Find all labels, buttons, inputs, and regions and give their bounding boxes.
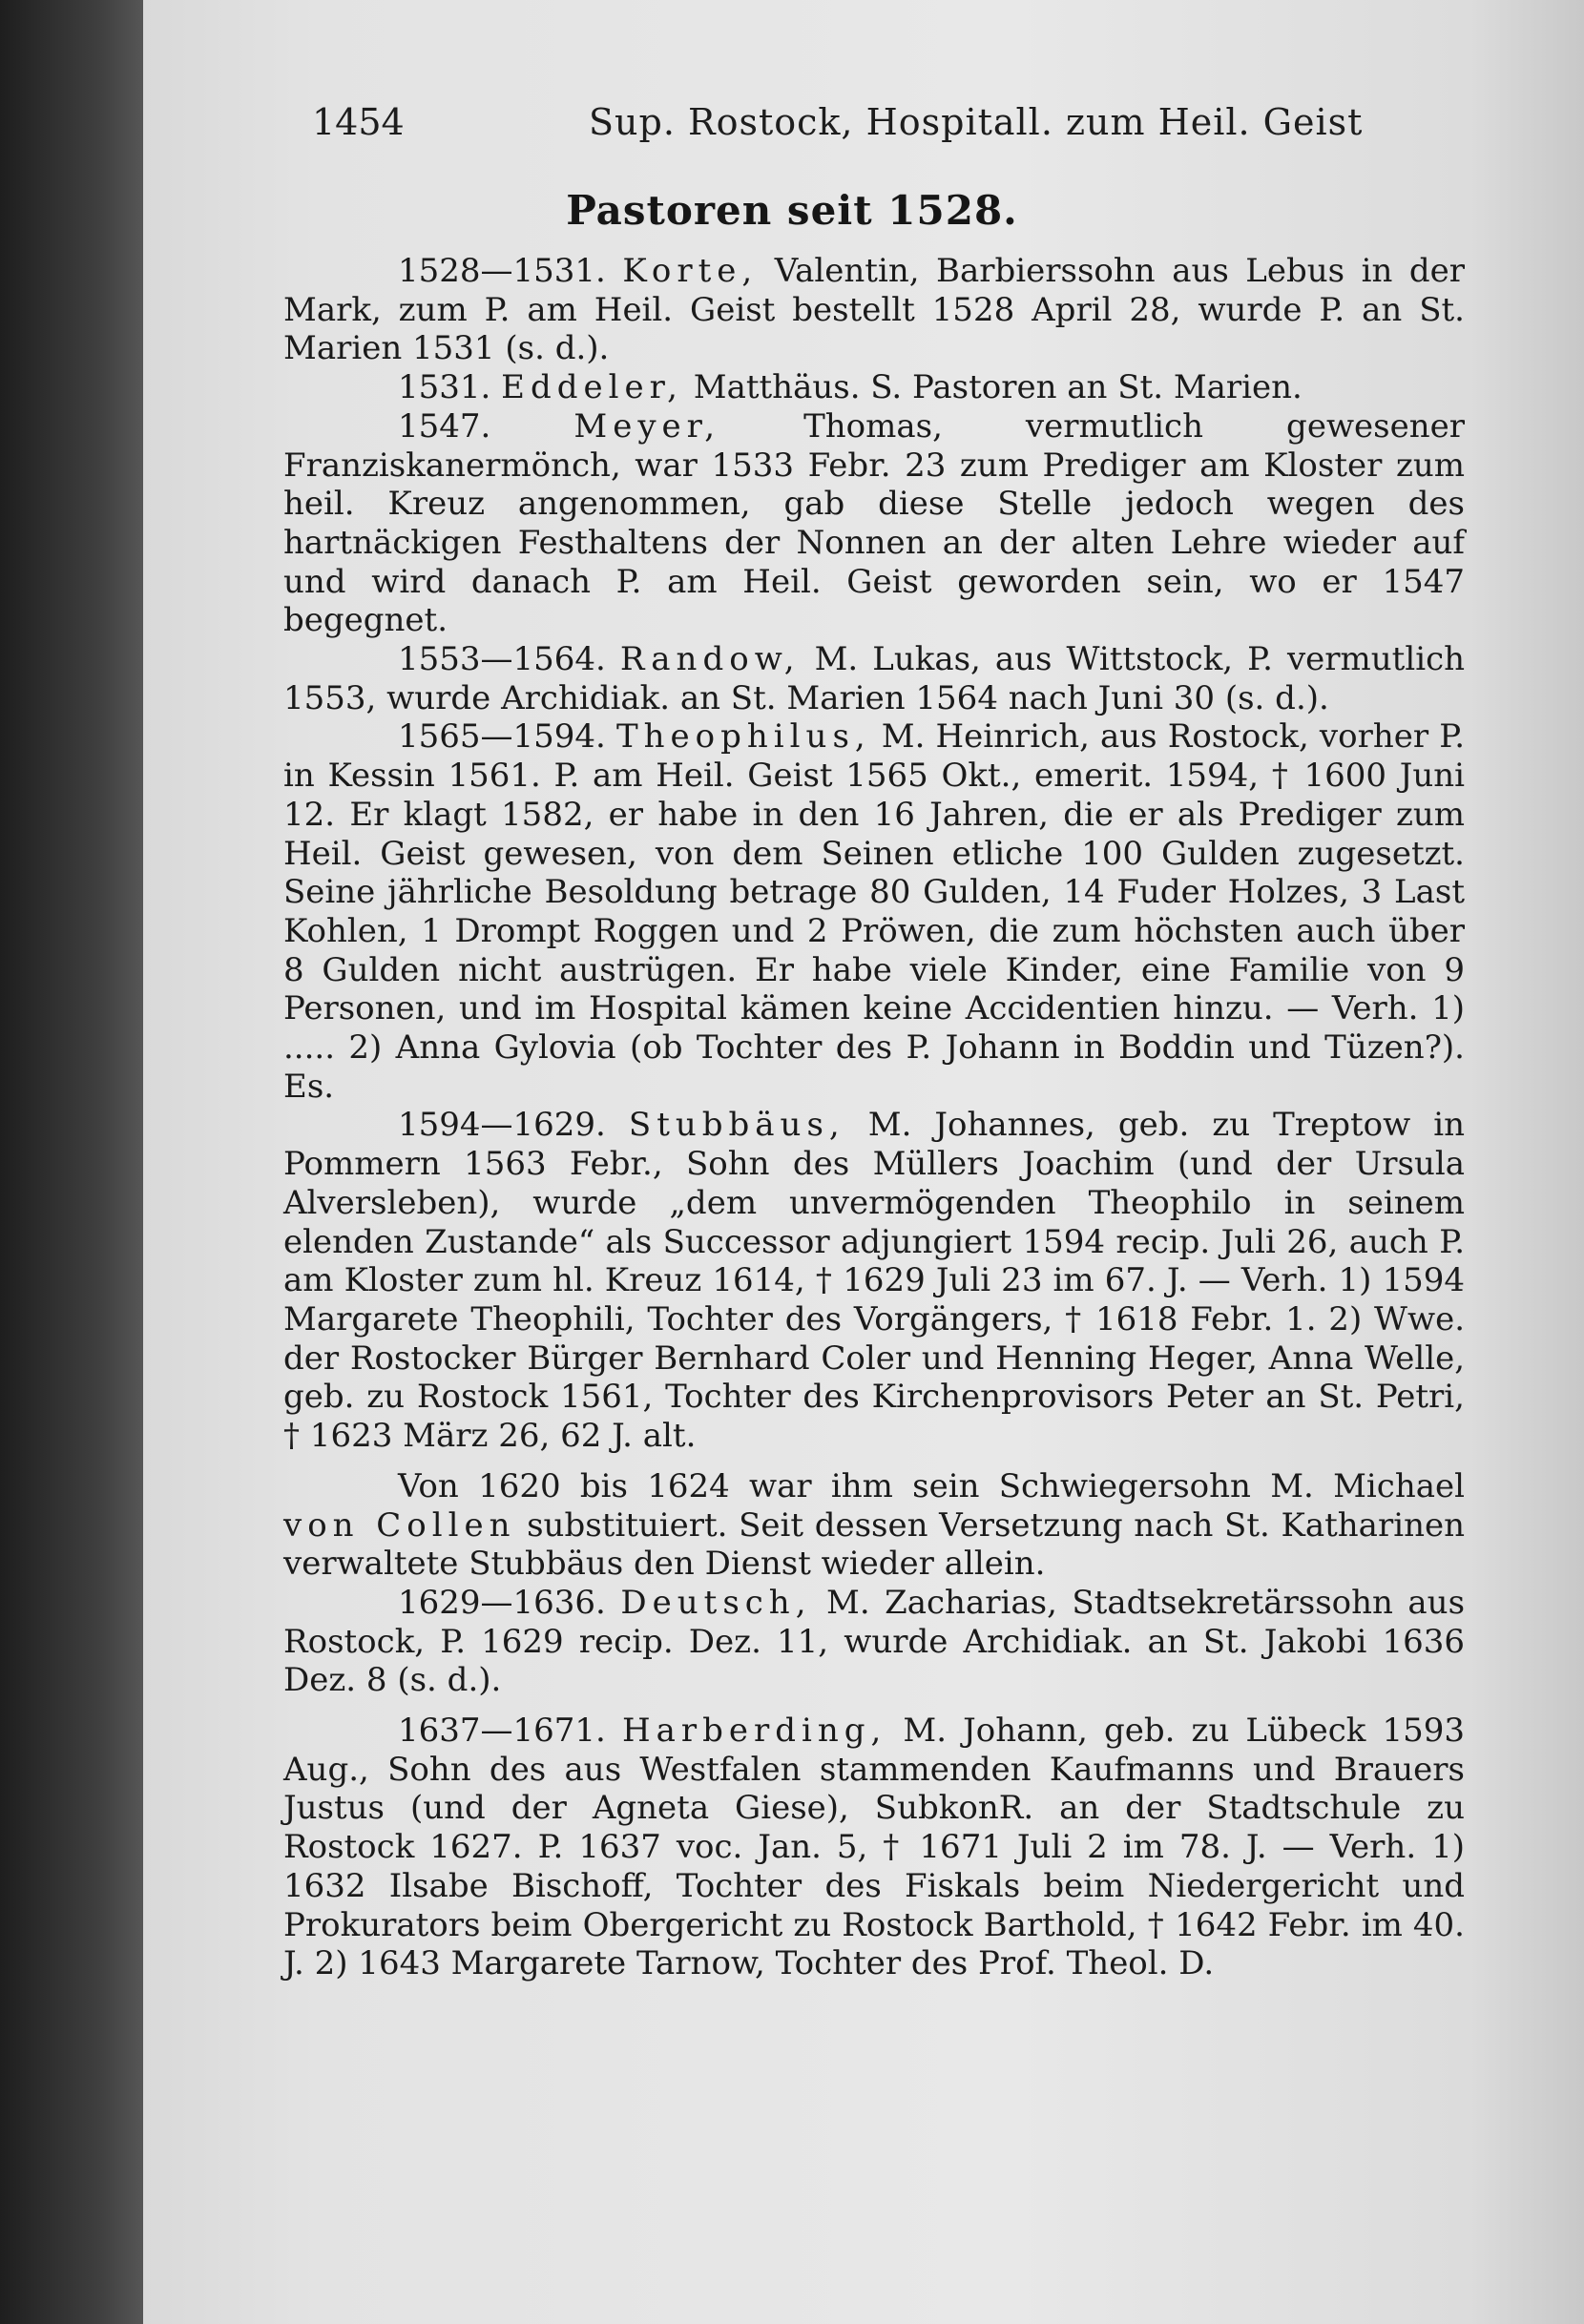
pastor-name: Theophilus, [615, 717, 871, 757]
pastor-name: Deutsch, [620, 1583, 812, 1622]
entry-text: M. Lukas, aus Wittstock, P. vermutlich 1553, wurde Archidiak. an St. Marien 1564 nach Juni 30 (s. d.). [283, 640, 1466, 717]
pastor-name: Korte, [622, 252, 759, 290]
pastor-name: Harberding, [621, 1712, 887, 1751]
pastor-name: Eddeler, [501, 368, 683, 407]
running-title: Sup. Rostock, Hospitall. zum Heil. Geist [589, 101, 1364, 143]
entry-harberding [283, 1712, 1465, 1983]
entry-von-collen [283, 1467, 1465, 1584]
section-title: Pastoren seit 1528. [566, 187, 1018, 234]
entry-randow [283, 640, 1465, 717]
entry-text: Matthäus. S. Pastoren an St. Marien. [693, 368, 1303, 407]
entry-years: 1565—1594. [398, 717, 606, 757]
entry-meyer [283, 407, 1465, 640]
entries-list [283, 252, 1465, 1983]
pastor-name: von Collen [283, 1505, 516, 1545]
entry-years: 1637—1671. [398, 1712, 606, 1751]
pastor-name: Meyer, [573, 406, 720, 446]
entry-years: 1594—1629. [398, 1106, 606, 1145]
entry-theophilus [283, 717, 1465, 1106]
entry-text: Valentin, Barbierssohn aus Lebus in der Mark, zum P. am Heil. Geist bestellt 1528 April 28, wurde P. an St. Marien 1531 (s. d.). [283, 252, 1465, 368]
entry-years: 1629—1636. [398, 1583, 606, 1622]
pastor-name: Randow, [619, 640, 801, 679]
entry-years: 1553—1564. [398, 640, 606, 679]
pastor-name: Stubbäus, [628, 1106, 845, 1145]
entry-years: 1531. [398, 368, 491, 407]
entry-text: M. Johann, geb. zu Lübeck 1593 Aug., Sohn des aus Westfalen stammenden Kaufmanns und Brauers Justus (und der Agneta Giese), SubkonR. an der Stadtschule zu Rostock 1627. P. 1637 voc. Jan. 5, † 1671 Juli 2 im 78. J. — Verh. 1) 1632 Ilsabe Bischoff, Tochter des Fiskals beim Niedergericht und Prokurators beim Obergericht zu Rostock Barthold, † 1642 Febr. im 40. J. 2) 1643 Margarete Tarnow, Tochter des Prof. Theol. D. [283, 1712, 1465, 1983]
running-header [312, 92, 1364, 149]
entry-eddeler [283, 368, 1465, 407]
entry-text: Thomas, vermutlich gewesener Franziskanermönch, war 1533 Febr. 23 zum Prediger am Kloster zum heil. Kreuz angenommen, gab diese Stelle jedoch wegen des hartnäckigen Festhaltens der Nonnen an der alten Lehre wieder auf und wird danach P. am Heil. Geist geworden sein, wo er 1547 begegnet. [283, 406, 1466, 640]
entry-years: 1528—1531. [398, 252, 606, 290]
entry-text: substituiert. Seit dessen Versetzung nach St. Katharinen verwaltete Stubbäus den Dienst wieder allein. [283, 1505, 1465, 1584]
entry-deutsch [283, 1584, 1465, 1700]
entry-korte [283, 252, 1465, 368]
entry-years: 1547. [398, 406, 491, 446]
entry-text: M. Zacharias, Stadtsekretärssohn aus Rostock, P. 1629 recip. Dez. 11, wurde Archidiak. an St. Jakobi 1636 Dez. 8 (s. d.). [283, 1583, 1466, 1700]
entry-stubbaeus [283, 1106, 1465, 1455]
entry-lead-text: Von 1620 bis 1624 war ihm sein Schwiegersohn M. Michael [398, 1466, 1465, 1505]
page-number: 1454 [312, 101, 405, 143]
entry-text: M. Johannes, geb. zu Treptow in Pommern 1563 Febr., Sohn des Müllers Joachim (und der Ursula Alversleben), wurde „dem unvermögenden Theophilo in seinem elenden Zustande“ als Successor adjungiert 1594 recip. Juli 26, auch P. am Kloster zum hl. Kreuz 1614, † 1629 Juli 23 im 67. J. — Verh. 1) 1594 Margarete Theophili, Tochter des Vorgängers, † 1618 Febr. 1. 2) Wwe. der Rostocker Bürger Bernhard Coler und Henning Heger, Anna Welle, geb. zu Rostock 1561, Tochter des Kirchenprovisors Peter an St. Petri, † 1623 März 26, 62 J. alt. [283, 1106, 1466, 1456]
entry-text: M. Heinrich, aus Rostock, vorher P. in Kessin 1561. P. am Heil. Geist 1565 Okt., emerit. 1594, † 1600 Juni 12. Er klagt 1582, er habe in den 16 Jahren, die er als Prediger zum Heil. Geist gewesen, von dem Seinen etliche 100 Gulden zugesetzt. Seine jährliche Besoldung betrage 80 Gulden, 14 Fuder Holzes, 3 Last Kohlen, 1 Drompt Roggen und 2 Pröwen, die zum höchsten auch über 8 Gulden nicht austrügen. Er habe viele Kinder, eine Familie von 9 Personen, und im Hospital kämen keine Accidentien hinzu. — Verh. 1) ..... 2) Anna Gylovia (ob Tochter des P. Johann in Boddin und Tüzen?). Es. [283, 717, 1465, 1106]
